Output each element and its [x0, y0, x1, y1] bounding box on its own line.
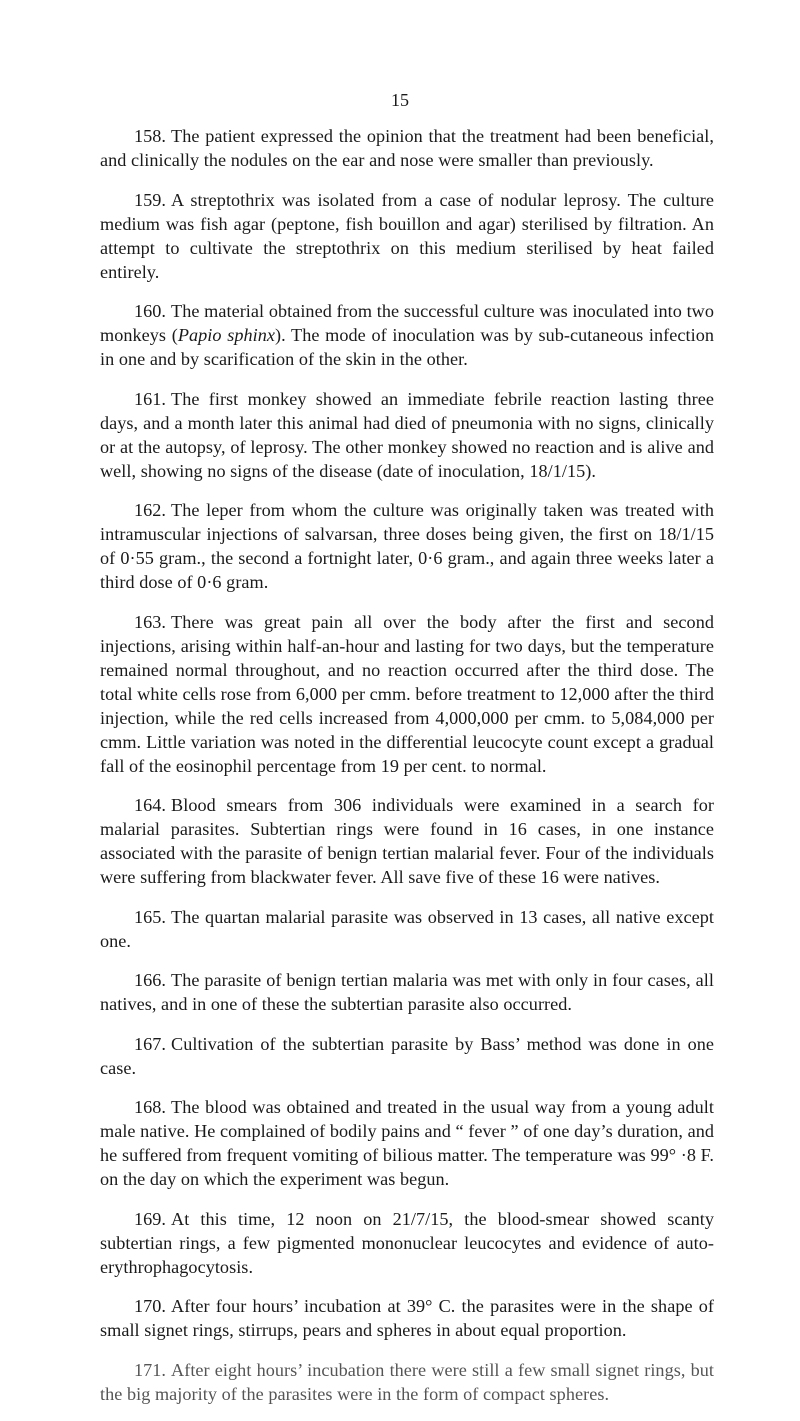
paragraph-number: 160.: [134, 301, 167, 321]
paragraph-text: The material obtained from the successful culture was inoculated into two monkeys (: [100, 301, 714, 345]
paragraph-number: 165.: [134, 906, 167, 927]
species-name: Papio sphinx: [177, 325, 275, 345]
paragraph-number: 167.: [134, 1033, 167, 1054]
page-number: 15: [391, 90, 409, 110]
paragraph-159: [100, 188, 714, 284]
paragraph-165: [100, 905, 714, 953]
paragraph-169: [100, 1207, 714, 1279]
paragraph-text: At this time, 12 noon on 21/7/15, the blood-smear showed scanty subtertian rings, a few pigmented mononuclear leucocytes and evidence of auto-erythrophagocytosis.: [100, 1208, 714, 1277]
paragraph-166: [100, 968, 714, 1016]
paragraph-text: The parasite of benign tertian malaria was met with only in four cases, all natives, and in one of these the subtertian parasite also occurred.: [100, 970, 714, 1014]
paragraph-164: [100, 793, 714, 889]
paragraph-167: [100, 1032, 714, 1080]
paragraph-text-continued: ). The mode of inoculation was by sub-cutaneous infection in one and by scarification of the skin in the other.: [100, 325, 714, 369]
paragraph-162: [100, 498, 714, 594]
paragraph-163: [100, 610, 714, 778]
paragraph-text: After four hours’ incubation at 39° C. the parasites were in the shape of small signet rings, stirrups, pears and spheres in about equal proportion.: [100, 1296, 714, 1340]
paragraph-text: A streptothrix was isolated from a case of nodular leprosy. The culture medium was fish agar (peptone, fish bouillon and agar) sterilised by filtration. An attempt to cultivate the streptothrix on this medium sterilised by heat failed entirely.: [100, 189, 714, 282]
paragraph-text: The first monkey showed an immediate febrile reaction lasting three days, and a month later this animal had died of pneumonia with no signs, clinically or at the autopsy, of leprosy. The other monkey showed no reaction and is alive and well, showing no signs of the disease (date of inoculation, 18/1/15).: [100, 388, 714, 481]
paragraph-170: [100, 1294, 714, 1342]
paragraph-text: The leper from whom the culture was originally taken was treated with intramuscular injections of salvarsan, three doses being given, the first on 18/1/15 of 0·55 gram., the second a fortnight later, 0·6 gram., and again three weeks later a third dose of 0·6 gram.: [100, 500, 714, 592]
paragraph-text: Blood smears from 306 individuals were examined in a search for malarial parasites. Subtertian rings were found in 16 cases, in one instance associated with the parasite of benign tertian malarial fever. Four of the individuals were suffering from blackwater fever. All save five of these 16 were natives.: [100, 795, 714, 887]
paragraph-number: 164.: [134, 795, 167, 815]
paragraph-number: 158.: [134, 126, 167, 146]
paragraph-number: 170.: [134, 1296, 167, 1316]
paragraph-161: [100, 387, 714, 483]
paragraph-number: 161.: [134, 388, 167, 409]
paragraph-number: 163.: [134, 611, 167, 632]
paragraph-text: There was great pain all over the body after the first and second injections, arising within half-an-hour and lasting for two days, but the temperature remained normal throughout, and no reaction occurred after the third dose. The total white cells rose from 6,000 per cmm. before treatment to 12,000 after the third injection, while the red cells increased from 4,000,000 per cmm. to 5,084,000 per cmm. Little variation was noted in the differential leucocyte count except a gradual fall of the eosinophil percentage from 19 per cent. to normal.: [100, 611, 714, 776]
paragraph-text: After eight hours’ incubation there were still a few small signet rings, but the big majority of the parasites were in the form of compact spheres.: [100, 1359, 714, 1404]
paragraph-158: [100, 124, 714, 172]
paragraph-168: [100, 1095, 714, 1191]
paragraph-number: 171.: [134, 1359, 167, 1380]
paragraph-number: 166.: [134, 970, 167, 990]
paragraph-text: The quartan malarial parasite was observed in 13 cases, all native except one.: [100, 906, 714, 951]
body-text: [100, 124, 714, 1421]
paragraph-160: [100, 299, 714, 371]
paragraph-text: The blood was obtained and treated in the usual way from a young adult male native. He complained of bodily pains and “ fever ” of one day’s duration, and he suffered from frequent vomiting of bilious matter. The temperature was 99° ·8 F. on the day on which the experiment was begun.: [100, 1097, 714, 1189]
paragraph-number: 162.: [134, 500, 167, 520]
paragraph-171: [100, 1358, 714, 1406]
paragraph-number: 168.: [134, 1097, 167, 1117]
paragraph-text: Cultivation of the subtertian parasite by Bass’ method was done in one case.: [100, 1033, 714, 1078]
paragraph-text: The patient expressed the opinion that the treatment had been beneficial, and clinically the nodules on the ear and nose were smaller than previously.: [100, 126, 714, 170]
paragraph-number: 169.: [134, 1208, 167, 1229]
paragraph-number: 159.: [134, 189, 167, 210]
